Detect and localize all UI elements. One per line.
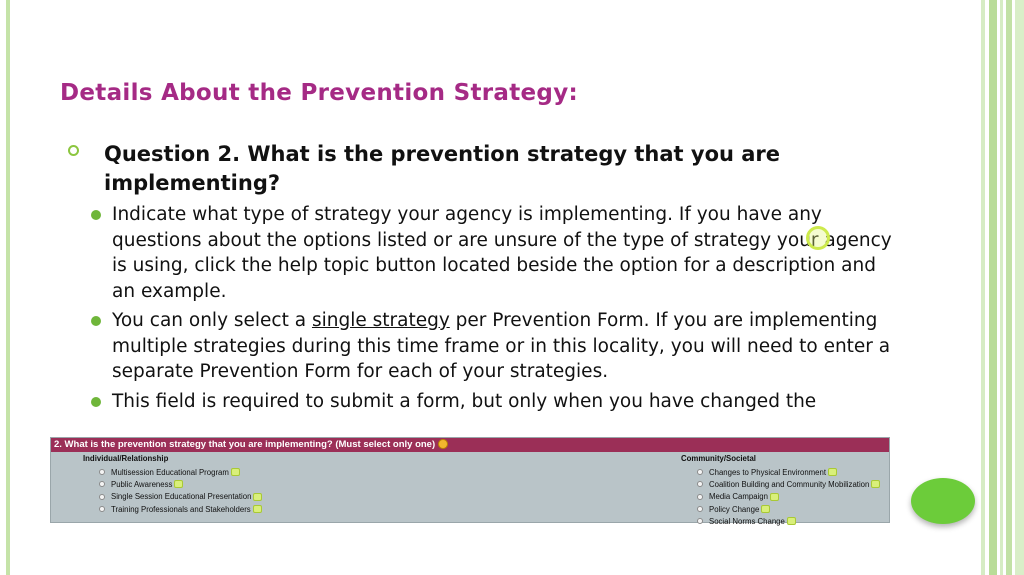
form-screenshot: [50, 437, 890, 526]
strategy-option[interactable]: [681, 515, 880, 527]
form-question-header: [51, 438, 889, 452]
radio-button[interactable]: [99, 469, 105, 475]
bullet-text: [112, 308, 892, 385]
help-icon[interactable]: [787, 517, 796, 525]
bullet-text-part: You can only select a: [112, 310, 312, 331]
help-icon[interactable]: [828, 468, 837, 476]
help-icon[interactable]: [253, 493, 262, 501]
bullet-item: [62, 389, 892, 415]
right-decorative-stripe: [1015, 0, 1024, 575]
option-label: Multisession Educational Program: [111, 467, 229, 477]
community-societal-column: [681, 454, 880, 527]
strategy-option[interactable]: [83, 466, 262, 478]
right-decorative-stripe: [989, 0, 997, 575]
cursor-highlight-icon: [806, 226, 830, 250]
help-icon[interactable]: [174, 480, 183, 488]
right-decorative-stripe: [1000, 0, 1003, 575]
radio-button[interactable]: [99, 481, 105, 487]
radio-button[interactable]: [99, 494, 105, 500]
ring-bullet-icon: [68, 145, 79, 156]
option-label: Single Session Educational Presentation: [111, 492, 252, 502]
option-label: Social Norms Change: [709, 516, 785, 526]
bullet-text-part: per Prevention Form. If you are implementing multiple strategies during this time frame or in this locality, you will need to enter a separate Prevention Form for each of your strategies.: [112, 310, 891, 382]
dot-bullet-icon: [91, 397, 101, 407]
radio-button[interactable]: [697, 494, 703, 500]
strategy-option[interactable]: [83, 503, 262, 515]
question-text: Question 2. What is the prevention strategy that you are implementing?: [104, 142, 781, 195]
radio-button[interactable]: [99, 506, 105, 512]
help-icon[interactable]: [770, 493, 779, 501]
right-decorative-stripe: [1006, 0, 1012, 575]
strategy-option[interactable]: [681, 503, 880, 515]
option-label: Media Campaign: [709, 492, 768, 502]
help-icon[interactable]: [253, 505, 262, 513]
column-title: Community/Societal: [681, 454, 756, 463]
option-label: Public Awareness: [111, 479, 173, 489]
individual-relationship-column: [83, 454, 262, 515]
help-icon[interactable]: [438, 439, 448, 449]
single-strategy-emphasis: single strategy: [311, 310, 450, 331]
help-icon[interactable]: [761, 505, 770, 513]
form-header-text: 2. What is the prevention strategy that you are implementing? (Must select only one): [54, 439, 436, 450]
bullet-list: [62, 202, 892, 414]
radio-button[interactable]: [697, 469, 703, 475]
next-slide-button[interactable]: [911, 478, 975, 524]
option-label: Coalition Building and Community Mobilization: [709, 479, 870, 489]
help-icon[interactable]: [231, 468, 240, 476]
bullet-text: This field is required to submit a form, but only when you have changed the: [112, 390, 817, 412]
radio-button[interactable]: [697, 518, 703, 524]
strategy-option[interactable]: [681, 466, 880, 478]
help-icon[interactable]: [871, 480, 880, 488]
option-label: Policy Change: [709, 504, 760, 514]
slide-title: Details About the Prevention Strategy:: [60, 80, 578, 106]
dot-bullet-icon: [91, 316, 101, 326]
slide-body: [62, 140, 892, 437]
bullet-item: [62, 202, 892, 304]
strategy-option[interactable]: [681, 478, 880, 490]
strategy-option[interactable]: [83, 478, 262, 490]
column-title: Individual/Relationship: [83, 454, 169, 463]
option-label: Changes to Physical Environment: [709, 467, 827, 477]
bullet-item: [62, 308, 892, 385]
dot-bullet-icon: [91, 210, 101, 220]
strategy-option[interactable]: [83, 491, 262, 503]
left-decorative-stripe: [6, 0, 10, 575]
right-decorative-stripe: [981, 0, 985, 575]
bullet-text: Indicate what type of strategy your agency is implementing. If you have any questions about the options listed or are unsure of the type of strategy your agency is using, click the help topic button located beside the option for a description and an example.: [112, 204, 892, 302]
option-label: Training Professionals and Stakeholders: [111, 504, 251, 514]
radio-button[interactable]: [697, 506, 703, 512]
question-item: [62, 140, 892, 198]
strategy-option[interactable]: [681, 491, 880, 503]
radio-button[interactable]: [697, 481, 703, 487]
